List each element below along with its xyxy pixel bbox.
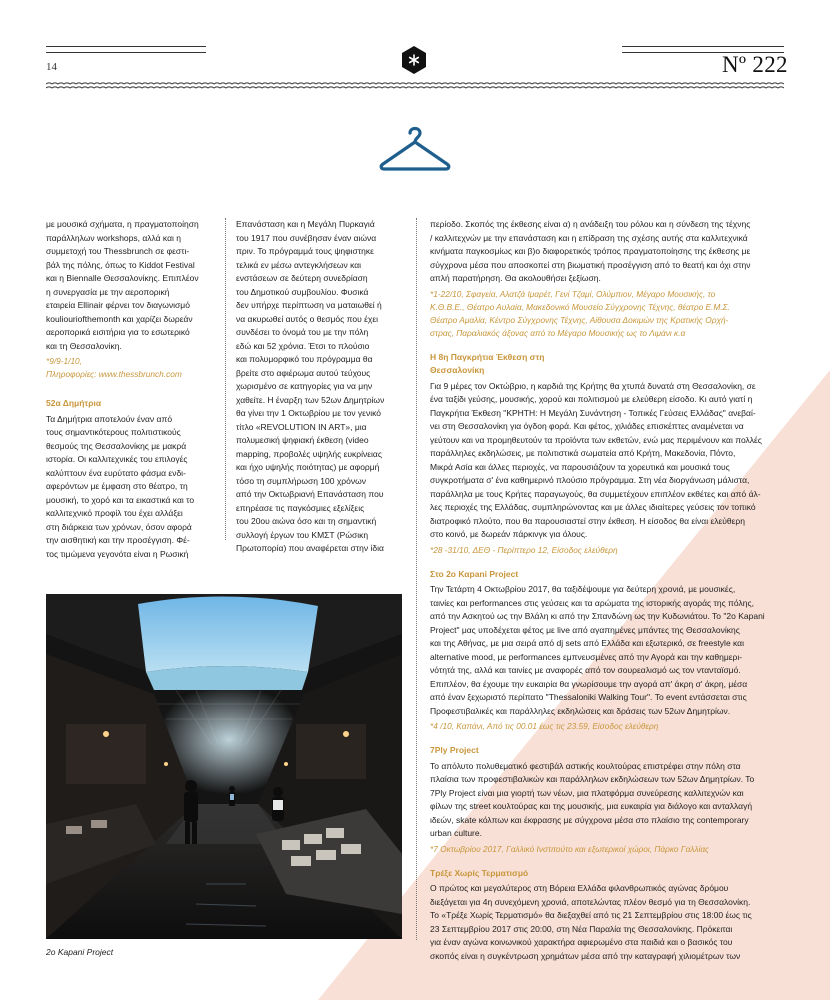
- section-title-run: Τρέξε Χωρίς Τερματισμό: [430, 867, 529, 878]
- dimitria-venues-note: *1-22/10, Σφαγεία, Αλατζά Ιμαρέτ, Γενί Τζαμί, Ολύμπιον, Μέγαρο Μουσικής, το Κ.Θ.Β.Ε., Θέατρο Αυλαία, Μακεδονικό Μουσείο Σύγχρονης Τέχνης, θέατρο Ε.Μ.Σ. Θέατρο Αμαλία, Κέντρο Σύγχρονης Τέχνης, Αίθουσα Δοκιμών της Κρατικής Ορχή- στρας, Παραλιακός άξονας από το Μέγαρο Μουσικής ως το Λιμάνι κ.α: [430, 288, 730, 338]
- section-title-kapani: Στο 2ο Καpani Project: [430, 568, 519, 579]
- column-2: [236, 218, 406, 558]
- thessbrunch-note: *9/9-1/10, Πληροφορίες: www.thessbrunch.com: [46, 356, 182, 379]
- section-title-7ply: 7Ply Project: [430, 745, 479, 755]
- pagkritia-note: *28 -31/10, ΔΕΘ - Περίπτερο 12, Είσοδος ελεύθερη: [430, 544, 618, 555]
- section-title-pagkritia: Η 8η Παγκρήτια Έκθεση στη Θεσσαλονίκη: [430, 351, 545, 375]
- column-3: [430, 218, 785, 965]
- issue-number: Nº 222: [722, 52, 788, 77]
- pagkritia-text: Για 9 μέρες τον Οκτώβριο, η καρδιά της Κρήτης θα χτυπά δυνατά στη Θεσσαλονίκη, σε ένα ταξίδι γεύσης, μουσικής, χορού και πολιτισμού με ελεύθερη είσοδο. Κι αυτό γιατί η Παγκρήτια Έκθεση "ΚΡΗΤΗ: Η Μεγάλη Συνάντηση - Τοπικές Γεύσεις Ελλάδας" ανεβαί- νει στη Θεσσαλονίκη για όγδοη φορά. Και φέτος, χιλιάδες επισκέπτες αναμένεται να γεύτουν και να προμηθευτούν τα προϊόντα των εκθετών, ενώ μας περιμένουν και πολλές παράλληλες εκδηλώσεις, με πολιτιστικά σωματεία από Κρήτη, Μακεδονία, Πόντο, Μικρά Ασία και άλλες περιοχές, να παρουσιάζουν τα χορευτικά και μουσικά τους συγκροτήματα σ' ένα καθημερινό πλούσιο πρόγραμμα. Στη νέα διοργάνωση μάλιστα, παράλληλα με τους Κρήτες παραγωγούς, θα συμμετέχουν επιπλέον εκθέτες και από άλ- λες περιοχές της Ελλάδας, συμπληρώνοντας και με άλλες ιδιαίτερες γεύσεις τον τοπικό διατροφικό πλούτο, που θα παρουσιαστεί στην έκθεση. Η είσοδος θα είναι ελεύθερη στο κοινό, με δωρεάν πάρκινγκ για όλους.: [430, 380, 762, 539]
- kapani-note: *4 /10, Καπάνι, Από τις 00.01 έως τις 23.59, Είσοδος ελεύθερη: [430, 721, 659, 731]
- column-divider-1: [225, 218, 226, 540]
- page-number: 14: [46, 61, 57, 73]
- column3-intro: περίοδο. Σκοπός της έκθεσης είναι α) η ανάδειξη του ρόλου και η σύνδεση της τέχνης / καλλιτεχνών με την επανάσταση και η επίδραση της σχέσης αυτής στα καλλιτεχνικά κινήματα παγκοσμίως και β)ο διαφορετικός τρόπος πραγματοποίησης της έκθεσης με σύγχρονα μέσα που αποσκοπεί στη βιωματική προσέγγιση από το θεατή και όχι στην απλή παρατήρηση. Θα ακολουθήσει ξεξίωση.: [430, 219, 751, 283]
- wavy-divider: [46, 80, 784, 92]
- column1-intro: με μουσικά σχήματα, η πραγματοποίηση παράλληλων workshops, αλλά και η συμμετοχή του Thessbrunch σε φεστι- βάλ της πόλης, όπως το Kiddot Festival και η Biennalle Θεσσαλονίκης. Επιπλέον η συνεργασία με την αεροπορική εταιρεία Ellinair φέρνει τον διαγωνισμό kouliouriofthemonth και χαρίζει δωρεάν αεροπορικά εισιτήρια για το εσωτερικό και τη Θεσσαλονίκη.: [46, 219, 199, 351]
- 7ply-note: *7 Οκτωβρίου 2017, Γαλλικό Ινστιτούτο και εξωτερικοί χώροι, Πάρκο Γαλλίας: [430, 843, 710, 854]
- column2-text: Επανάσταση και η Μεγάλη Πυρκαγιά του 1917 που συνέβησαν έναν αιώνα πριν. Το πρόγραμμά τους ψηφιστηκε τελικά εν μέσω αντεγκλήσεων και ενστάσεων σε δεύτερη συνεδρίαση του Δημοτικού συμβουλίου. Φυσικά δεν υπήρχε περίπτωση να ματαιωθεί ή να ακυρωθεί αυτός ο θεσμός που έχει συνδέσει το όνομά του με την πόλη εδώ και 52 χρόνια. Έτσι το πλούσιο και πολυμορφικό του πρόγραμμα θα βρείτε στο αφιέρωμα αυτού τεύχους χωρισμένο σε κατηγορίες για να μην χαθείτε. Η έναρξη των 52ων Δημητρίων θα γίνει την 1 Οκτωβρίου με τον γενικό τίτλο «REVOLUTION IN ART», μια πολυμεσική ψηφιακή έκθεση (video mapping, προβολές υψηλής ευκρίνειας και ήχο υψηλής ποιότητας) με αφορμή τόσο τη συμπλήρωση 100 χρόνων από την Οκτωβριανή Επανάσταση που επηρέασε τις παγκόσμιες εξελίξεις του 20ου αιώνα όσο και τη σημαντική συλλογή έργων του ΚΜΣΤ (Ρώσικη Πρωτοπορία) που αναφέρεται στην ίδια: [236, 219, 385, 553]
- header-rule-left: [46, 46, 206, 53]
- market-photo: [46, 594, 402, 939]
- column-1: [46, 218, 216, 563]
- photo-caption: 2ο Kapani Project: [46, 947, 114, 957]
- hanger-icon: [379, 123, 451, 173]
- 7ply-text: Το απόλυτο πολυθεματικό φεστιβάλ αστικής κουλτούρας επιστρέφει στην πόλη στα πλαίσια των προφεστιβαλικών και παράλληλων εκδηλώσεων των 52ων Δημητρίων. Το 7Ply Project είναι μια γιορτή των νέων, μια πλατφόρμα συνεύρεσης καλλιτεχνών και φίλων της street κουλτούρας και της μουσικής, μια ευκαιρία για διάλογο και ανταλλαγή ιδεών, skate κόλπων και έκφρασης με σύγχρονα μέσα στο πλαίσιο της contemporary urban culture.: [430, 760, 755, 838]
- run-text: Ο πρώτος και μεγαλύτερος στη Βόρεια Ελλάδα φιλανθρωπικός αγώνας δρόμου διεξάγεται για 4η συνεχόμενη χρονιά, αποτελώντας πλέον θεσμό για τη Θεσσαλονίκη. Το «Τρέξε Χωρίς Τερματισμό» θα διεξαχθεί από τις 21 Σεπτεμβρίου στις 18:00 έως τις 23 Σεπτεμβρίου 2017 στις 20:00, στη Νέα Παραλία της Θεσσαλονίκης. Πρόκειται για έναν αγώνα κοινωνικού χαρακτήρα αφιερωμένο στα παιδιά και ο βασικός του σκοπός είναι η συγκέντρωση χρημάτων μέσα από την καταγραφή χιλιομέτρων των: [430, 883, 752, 961]
- hexagon-icon: [399, 45, 429, 75]
- column-divider-2: [416, 218, 417, 940]
- dimitria-text: Τα Δημήτρια αποτελούν έναν από τους σημαντικότερους πολιτιστικούς θεσμούς της Θεσσαλονίκης με μακρά ιστορία. Οι καλλιτεχνικές του επιλογές καλύπτουν ένα ευρύτατο φάσμα ενδι- αφερόντων με έμφαση στο θέατρο, τη μουσική, το χορό και τα εικαστικά και το καλλιτεχνικό προφίλ του έχει αλλάξει στη διάρκεια των χρόνων, όσον αφορά την αισθητική και την προσέγγιση. Φέ- τος τιμώμενα γεγονότα είναι η Ρωσική: [46, 413, 195, 559]
- kapani-text: Την Τετάρτη 4 Οκτωβρίου 2017, θα ταξιδέψουμε για δεύτερη χρονιά, με μουσικές, ταινίες και performances στις γεύσεις και τα αρώματα της ιστορικής αγοράς της πόλης, από την Ασκητού ως την Βλάλη κι από την Σπανδώνη ως την Κυδωνιάτου. Το "2ο Kapani Project" μας υποδέχεται φέτος με live από αγαπημένες μπάντες της Θεσσαλονίκης και της Αθήνας, με μια σειρά από dj sets από Ελλάδα και εξωτερικό, σε freestyle και alternative mood, με performances εμπνευσμένες από την Αγορά και την καθημερι- νότητά της, αλλά και ταινίες με αναφορές από τον σουρεαλισμό ως τον ντανταϊσμό. Επιπλέον, θα έχουμε την ευκαιρία θα γνωρίσουμε την αγορά απ' άκρη σ' άκρη, μέσα από έναν ξεχωριστό περίπατο "Thessaloniki Walking Tour". Το event εντάσσεται στις Προφεστιβαλικές και παράλληλες εκδηλώσεις και δράσεις των 52ων Δημητρίων.: [430, 584, 765, 716]
- section-title-dimitria: 52α Δημήτρια: [46, 398, 102, 408]
